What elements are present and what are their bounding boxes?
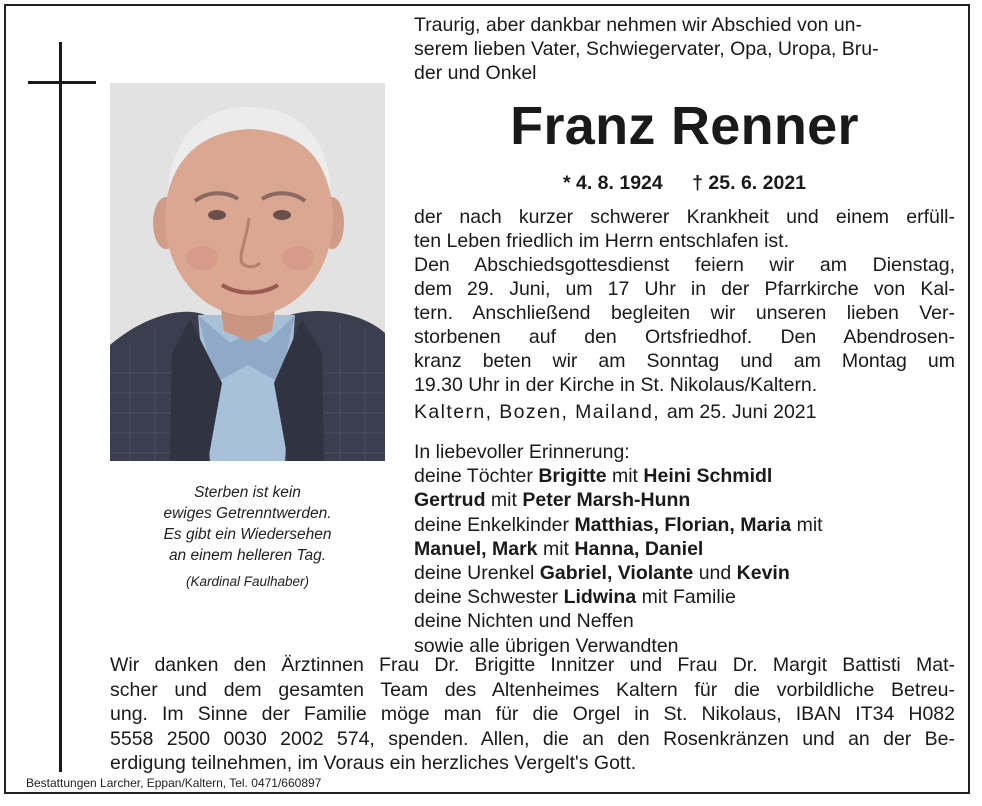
intro-line: der und Onkel bbox=[414, 62, 537, 84]
quote-line: an einem helleren Tag. bbox=[168, 547, 327, 564]
thanks-paragraph bbox=[110, 653, 955, 776]
body-line: ten Leben friedlich im Herrn entschlafen ist. bbox=[414, 230, 790, 252]
quote-line: Sterben ist kein bbox=[194, 484, 301, 501]
thanks-line: 5558 2500 0030 2002 574, spenden. Allen, die an den Rosenkränzen und an der Be- bbox=[110, 727, 955, 750]
intro-line: serem lieben Vater, Schwiegervater, Opa, Uropa, Bru- bbox=[414, 38, 879, 60]
mourner-line: deine Schwester Lidwina mit Familie bbox=[414, 586, 736, 609]
mourner-line: sowie alle übrigen Verwandten bbox=[414, 634, 679, 657]
deceased-name: Franz Renner bbox=[510, 96, 859, 156]
body-line: tern. Anschließend begleiten wir unseren lieben Ver- bbox=[414, 302, 955, 324]
mourner-line: Manuel, Mark mit Hanna, Daniel bbox=[414, 537, 704, 560]
mourner-line: Gertrud mit Peter Marsh-Hunn bbox=[414, 489, 691, 512]
thanks-line: Wir danken den Ärztinnen Frau Dr. Brigitte Innitzer und Frau Dr. Margit Battisti Mat- bbox=[110, 654, 955, 676]
thanks-line: erdigung teilnehmen, im Voraus ein herzliches Vergelt's Gott. bbox=[110, 752, 637, 774]
place-and-date bbox=[414, 400, 955, 424]
quote-block bbox=[110, 482, 385, 592]
thanks-line: ung. Im Sinne der Familie möge man für die Orgel in St. Nikolaus, IBAN IT34 H082 bbox=[110, 703, 955, 725]
body-line: dem 29. Juni, um 17 Uhr in der Pfarrkirche von Kal- bbox=[414, 278, 955, 300]
mourners-heading: In liebevoller Erinnerung: bbox=[414, 441, 630, 463]
death-date: † 25. 6. 2021 bbox=[692, 172, 807, 194]
announcement-date: am 25. Juni 2021 bbox=[666, 401, 817, 423]
intro-line: Traurig, aber dankbar nehmen wir Abschied von un- bbox=[414, 14, 863, 36]
intro-text bbox=[414, 13, 955, 85]
life-dates bbox=[414, 171, 955, 195]
body-line: 19.30 Uhr in der Kirche in St. Nikolaus/Kaltern. bbox=[414, 374, 818, 396]
quote-author: (Kardinal Faulhaber) bbox=[185, 574, 310, 589]
mourners-list bbox=[414, 440, 955, 658]
body-line: storbenen auf den Ortsfriedhof. Den Abendrosen- bbox=[414, 326, 955, 348]
body-line: der nach kurzer schwerer Krankheit und einem erfüll- bbox=[414, 206, 955, 228]
thanks-line: scher und dem gesamten Team des Altenheimes Kaltern für die vorbildliche Betreu- bbox=[110, 678, 955, 701]
quote-line: ewiges Getrenntwerden. bbox=[163, 505, 332, 522]
body-line: kranz beten wir am Sonntag und am Montag um bbox=[414, 350, 955, 372]
mourner-line: deine Nichten und Neffen bbox=[414, 610, 634, 633]
mourner-line: deine Enkelkinder Matthias, Florian, Maria mit bbox=[414, 513, 823, 536]
mourner-line: deine Urenkel Gabriel, Violante und Kevin bbox=[414, 562, 790, 585]
birth-date: * 4. 8. 1924 bbox=[562, 172, 663, 194]
body-line: Den Abschiedsgottesdienst feiern wir am Dienstag, bbox=[414, 254, 955, 276]
cross-horizontal-bar bbox=[28, 81, 96, 84]
cross-vertical-bar bbox=[59, 42, 62, 772]
quote-line: Es gibt ein Wiedersehen bbox=[163, 526, 332, 543]
place-names: Kaltern, Bozen, Mailand, bbox=[414, 401, 661, 423]
portrait-photo bbox=[110, 83, 385, 461]
service-announcement bbox=[414, 205, 955, 397]
funeral-home-footer: Bestattungen Larcher, Eppan/Kaltern, Tel. 0471/660897 bbox=[26, 776, 322, 790]
mourner-line: deine Töchter Brigitte mit Heini Schmidl bbox=[414, 465, 773, 488]
